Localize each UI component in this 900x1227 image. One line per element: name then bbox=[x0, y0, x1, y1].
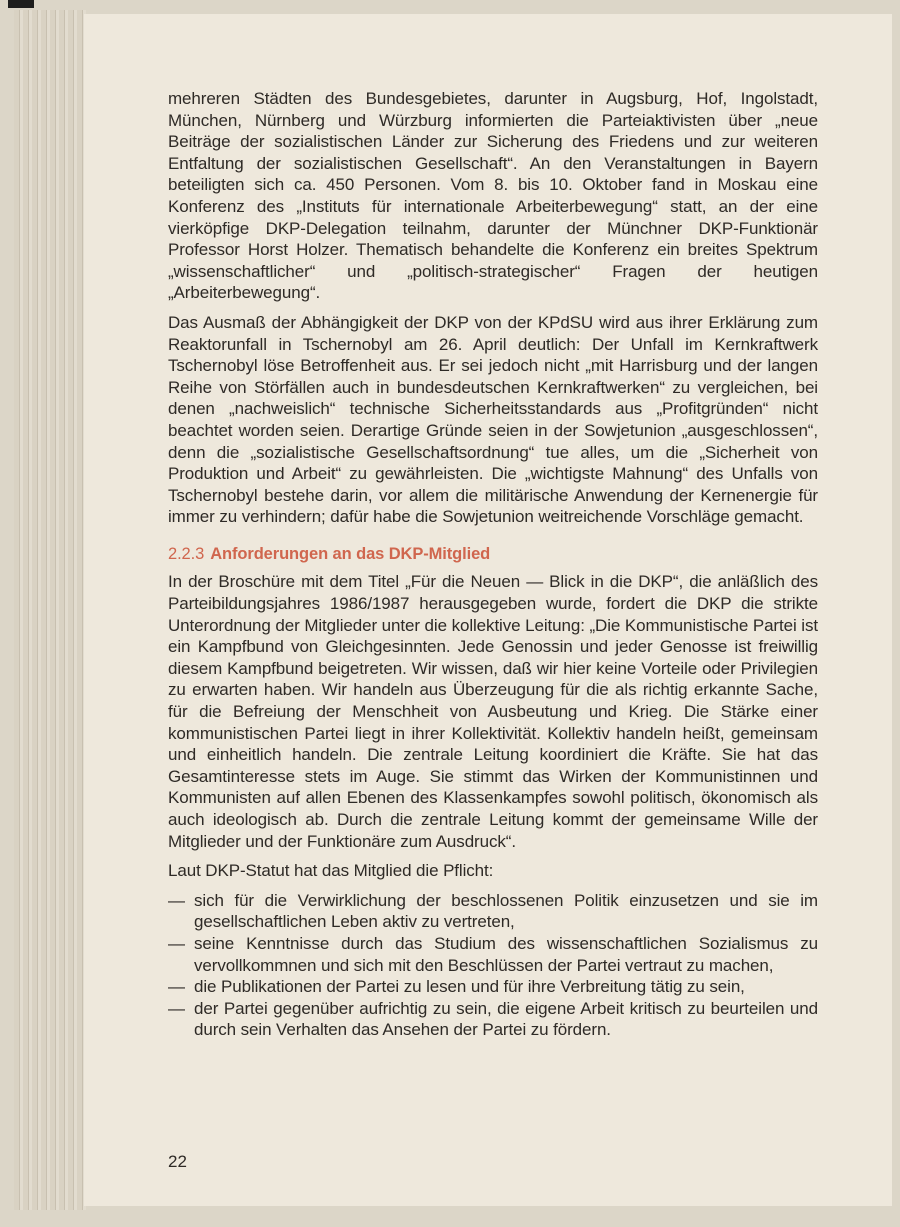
paragraph-conferences: mehreren Städten des Bundesgebietes, darunter in Augsburg, Hof, Ingolstadt, München, Nürnberg und Würzburg informierten die Parteiaktivisten über „neue Beiträge der sozialistischen Länder zur Sicherung des Friedens und zur weiteren Entfaltung der sozialistischen Gesellschaft“. An den Veranstaltungen in Bayern beteiligten sich ca. 450 Personen. Vom 8. bis 10. Oktober fand in Moskau eine Konferenz des „Instituts für internationale Arbeiterbewegung“ statt, an der eine vierköpfige DKP-Delegation teilnahm, darunter der Münchner DKP-Funktionär Professor Horst Holzer. Thematisch behandelte die Konferenz ein breites Spektrum „wissenschaftlicher“ und „politisch-strategischer“ Fragen der heutigen „Arbeiterbewegung“. bbox=[168, 89, 818, 303]
duties-list bbox=[168, 890, 818, 1041]
duty-text: die Publikationen der Partei zu lesen und für ihre Verbreitung tätig zu sein, bbox=[194, 977, 745, 997]
dash-marker: — bbox=[168, 977, 185, 997]
dash-marker: — bbox=[168, 890, 185, 910]
list-item bbox=[168, 976, 818, 998]
paragraph-statute-intro: Laut DKP-Statut hat das Mitglied die Pflicht: bbox=[168, 861, 494, 881]
duty-text: der Partei gegenüber aufrichtig zu sein, die eigene Arbeit kritisch zu beurteilen und durch sein Verhalten das Ansehen der Partei zu fördern. bbox=[194, 998, 818, 1040]
book-page-edges bbox=[14, 10, 86, 1210]
dash-marker: — bbox=[168, 998, 185, 1018]
duty-text: seine Kenntnisse durch das Studium des wissenschaftlichen Sozialismus zu vervollkommnen und sich mit den Beschlüssen der Partei vertraut zu machen, bbox=[194, 933, 818, 975]
list-item bbox=[168, 933, 818, 976]
list-item bbox=[168, 890, 818, 933]
section-heading bbox=[168, 544, 818, 566]
page-number: 22 bbox=[168, 1152, 187, 1171]
dash-marker: — bbox=[168, 933, 185, 953]
section-number: 2.2.3 bbox=[168, 544, 205, 563]
page-body-text bbox=[168, 88, 818, 1041]
list-item bbox=[168, 998, 818, 1041]
paragraph-chernobyl: Das Ausmaß der Abhängigkeit der DKP von der KPdSU wird aus ihrer Erklärung zum Reaktorunfall in Tschernobyl am 26. April deutlich: Der Unfall im Kernkraftwerk Tschernobyl löse Betroffenheit aus. Er sei jedoch nicht „mit Harrisburg und der langen Reihe von Störfällen auch in bundesdeutschen Kernkraftwerken“ zu vergleichen, bei denen „nachweislich“ technische Sicherheitsstandards aus „Profitgründen“ nicht beachtet worden seien. Derartige Gründe seien in der Sowjetunion „ausgeschlossen“, denn die „sozialistische Gesellschaftsordnung“ tue alles, um die „Sicherheit von Produktion und Arbeit“ zu gewährleisten. Die „wichtigste Mahnung“ des Unfalls von Tschernobyl bestehe darin, vor allem die militärische Anwendung der Kernenergie für immer zu verhindern; dafür habe die Sowjetunion weitreichende Vorschläge gemacht. bbox=[168, 312, 818, 527]
duty-text: sich für die Verwirklichung der beschlossenen Politik einzusetzen und sie im gesellschaftlichen Leben aktiv zu vertreten, bbox=[194, 890, 818, 932]
paragraph-brochure: In der Broschüre mit dem Titel „Für die Neuen — Blick in die DKP“, die anläßlich des Parteibildungsjahres 1986/1987 herausgegeben wurde, fordert die DKP die strikte Unterordnung der Mitglieder unter die kollektive Leitung: „Die Kommunistische Partei ist ein Kampfbund von Gleichgesinnten. Jede Genossin und jeder Genosse ist freiwillig diesem Kampfbund beigetreten. Wir wissen, daß wir hier keine Vorteile oder Privilegien zu erwarten haben. Wir handeln aus Überzeugung für die als richtig erkannte Sache, für die Befreiung der Menschheit von Ausbeutung und Krieg. Die Stärke einer kommunistischen Partei liegt in ihrer Kollektivität. Kollektiv handeln heißt, gemeinsam und einheitlich handeln. Die zentrale Leitung koordiniert die Kräfte. Sie hat das Gesamtinteresse stets im Auge. Sie stimmt das Wirken der Kommunistinnen und Kommunisten auf allen Ebenen des Klassenkampfes sowohl politisch, ökonomisch als auch ideologisch ab. Durch die zentrale Leitung kommt der gemeinsame Wille der Mitglieder und der Funktionäre zum Ausdruck“. bbox=[168, 572, 818, 851]
section-title: Anforderungen an das DKP-Mitglied bbox=[210, 544, 491, 563]
